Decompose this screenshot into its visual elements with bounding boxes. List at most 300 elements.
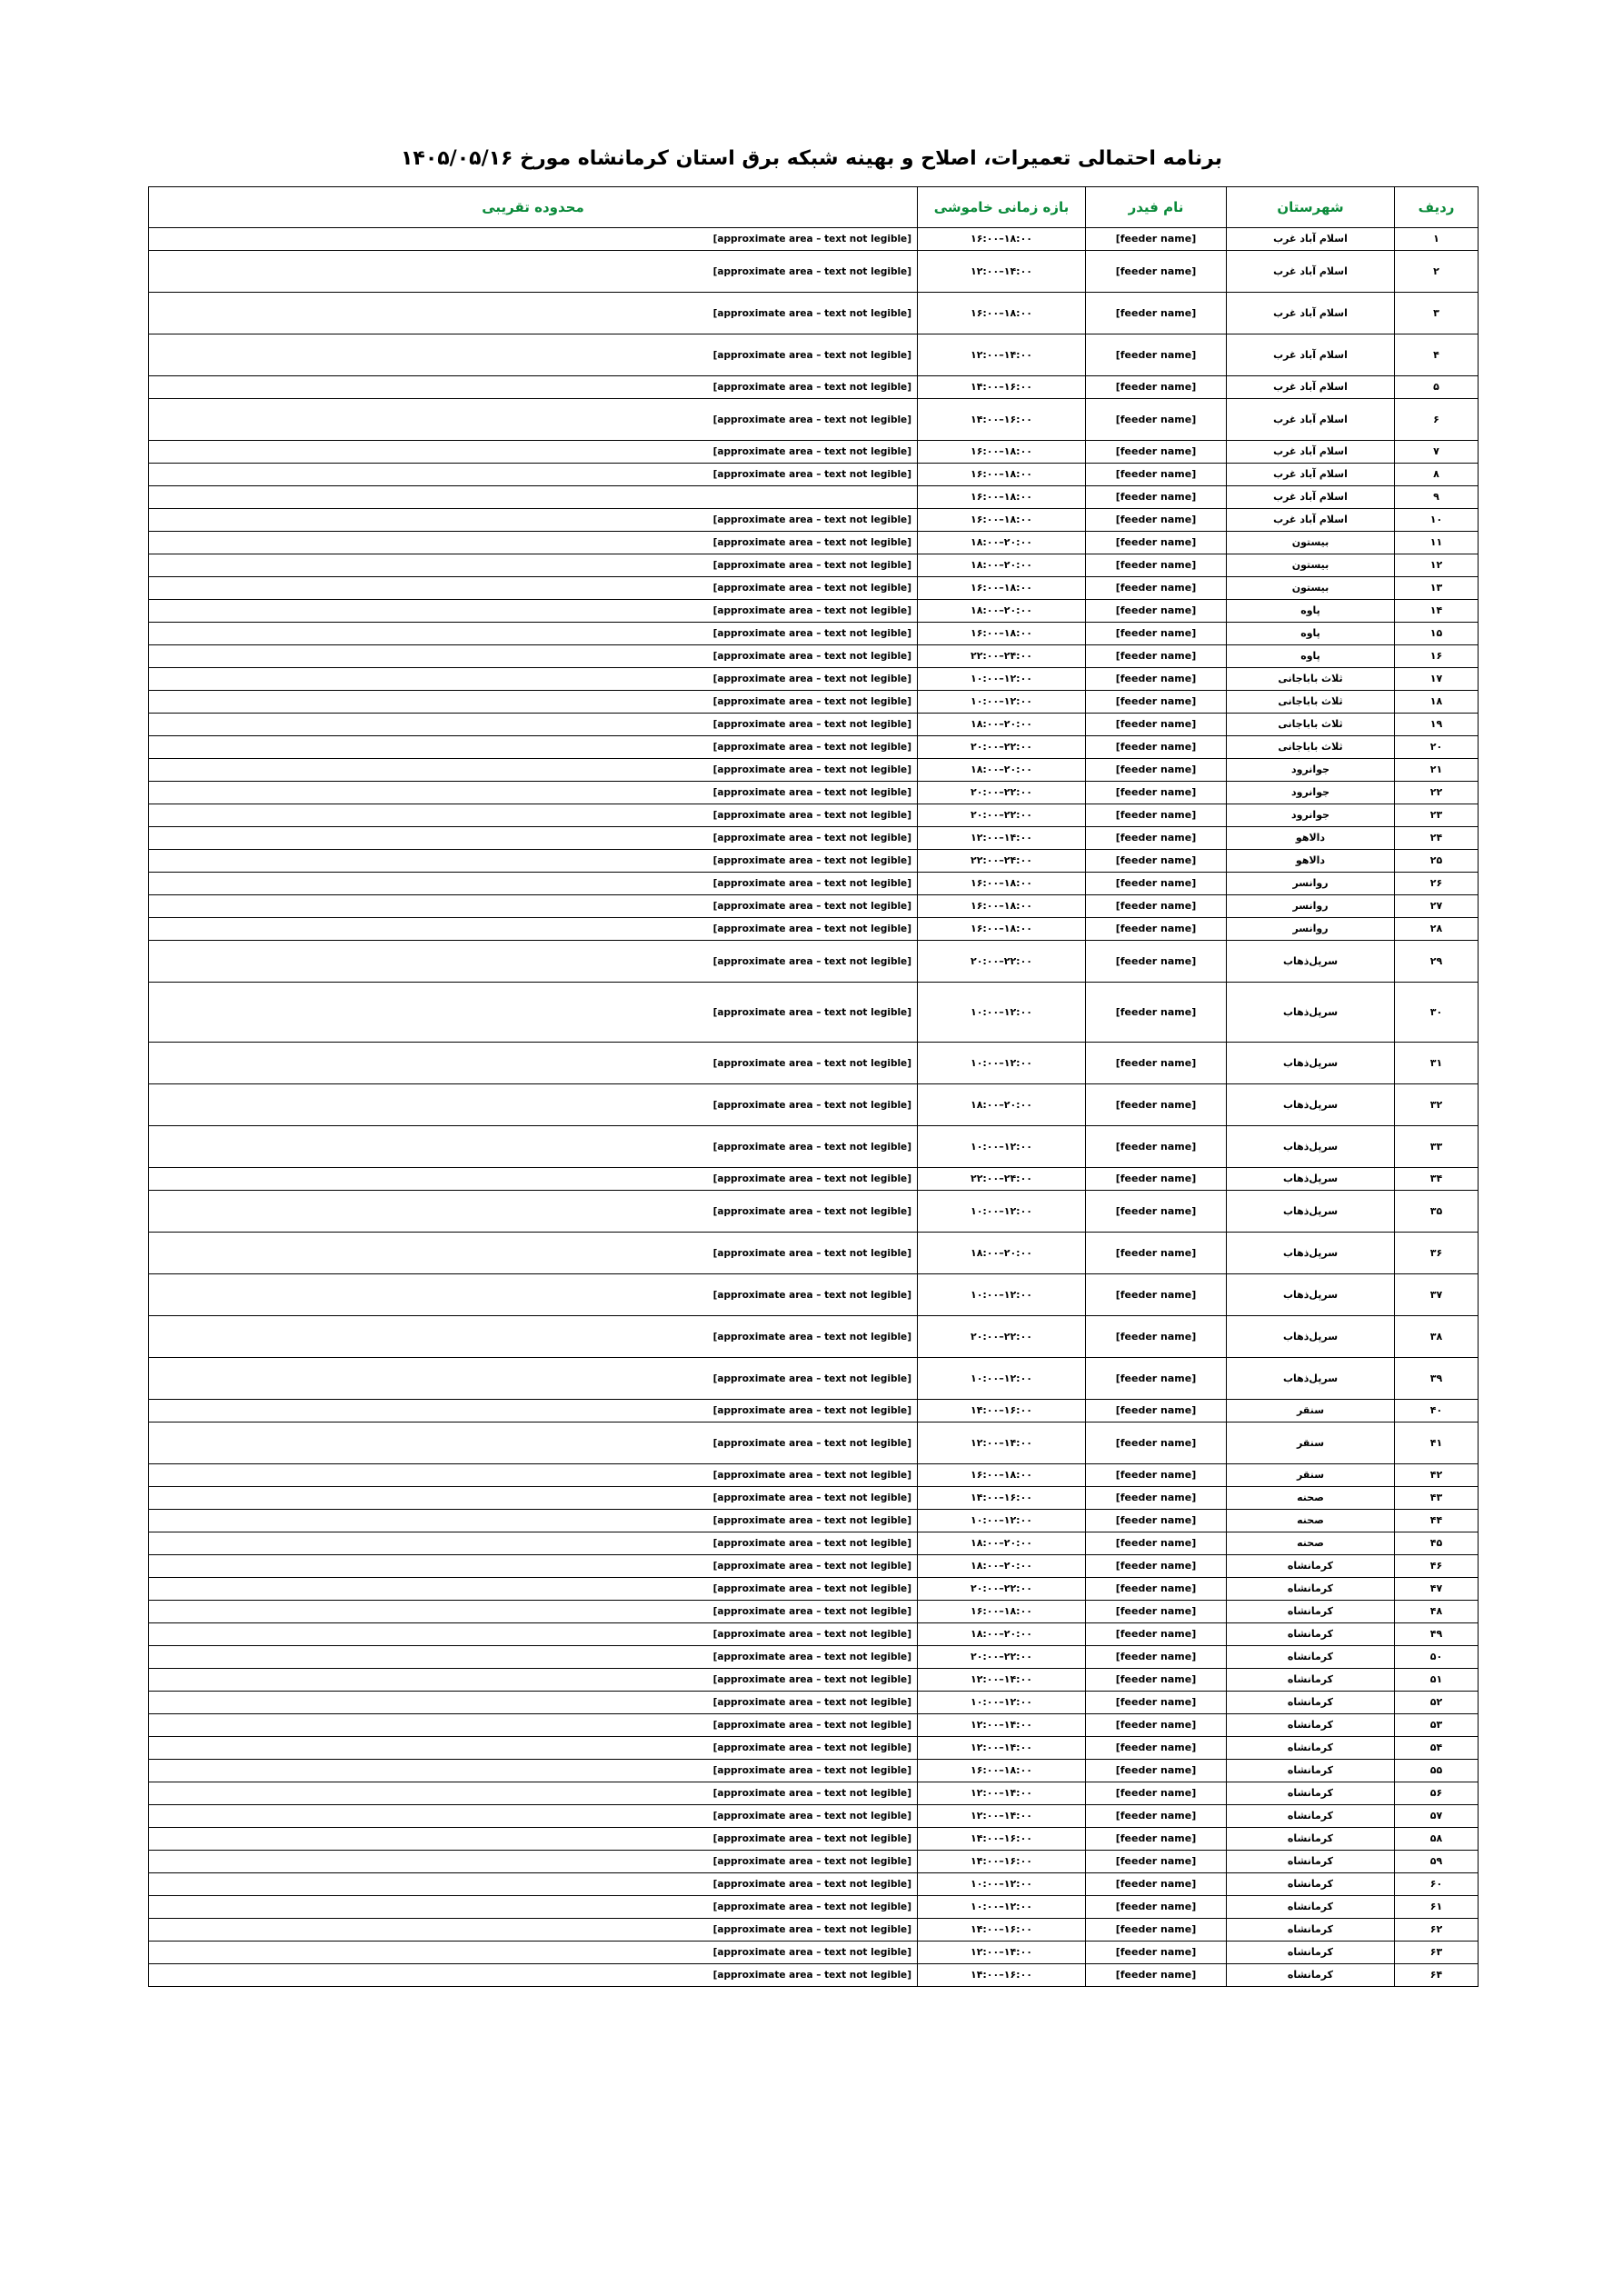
area-cell: [approximate area – text not legible] — [149, 577, 918, 600]
time-cell: ۱۸:۰۰–۲۰:۰۰ — [918, 1532, 1086, 1555]
area-cell: [approximate area – text not legible] — [149, 228, 918, 251]
row-number-cell: ۵۴ — [1395, 1737, 1479, 1760]
feeder-cell: [feeder name] — [1086, 1423, 1227, 1464]
time-cell: ۱۲:۰۰–۱۴:۰۰ — [918, 1669, 1086, 1692]
time-cell: ۱۰:۰۰–۱۲:۰۰ — [918, 1896, 1086, 1919]
county-cell: سرپل‌ذهاب — [1227, 1358, 1395, 1400]
area-cell: [approximate area – text not legible] — [149, 293, 918, 334]
area-cell: [approximate area – text not legible] — [149, 1737, 918, 1760]
time-cell: ۱۸:۰۰–۲۰:۰۰ — [918, 1555, 1086, 1578]
row-number-cell: ۲۸ — [1395, 918, 1479, 941]
table-row — [149, 736, 1479, 759]
feeder-cell: [feeder name] — [1086, 1760, 1227, 1782]
county-cell: پاوه — [1227, 600, 1395, 623]
time-cell: ۱۶:۰۰–۱۸:۰۰ — [918, 509, 1086, 532]
area-cell: [approximate area – text not legible] — [149, 1126, 918, 1168]
area-cell: [approximate area – text not legible] — [149, 1084, 918, 1126]
area-cell: [approximate area – text not legible] — [149, 1942, 918, 1964]
table-row — [149, 1400, 1479, 1423]
area-cell: [approximate area – text not legible] — [149, 623, 918, 645]
area-cell: [approximate area – text not legible] — [149, 895, 918, 918]
row-number-cell: ۵۲ — [1395, 1692, 1479, 1714]
time-cell: ۱۴:۰۰–۱۶:۰۰ — [918, 399, 1086, 441]
time-cell: ۲۰:۰۰–۲۲:۰۰ — [918, 1578, 1086, 1601]
row-number-cell: ۶۱ — [1395, 1896, 1479, 1919]
area-cell: [approximate area – text not legible] — [149, 1555, 918, 1578]
row-number-cell: ۲۲ — [1395, 782, 1479, 804]
row-number-cell: ۵۳ — [1395, 1714, 1479, 1737]
feeder-cell: [feeder name] — [1086, 1464, 1227, 1487]
row-number-cell: ۲ — [1395, 251, 1479, 293]
county-cell: ثلاث باباجانی — [1227, 736, 1395, 759]
feeder-cell: [feeder name] — [1086, 399, 1227, 441]
time-cell: ۱۲:۰۰–۱۴:۰۰ — [918, 1782, 1086, 1805]
feeder-cell: [feeder name] — [1086, 895, 1227, 918]
feeder-cell: [feeder name] — [1086, 1873, 1227, 1896]
table-row — [149, 1964, 1479, 1987]
feeder-cell: [feeder name] — [1086, 1233, 1227, 1274]
row-number-cell: ۱۲ — [1395, 554, 1479, 577]
row-number-cell: ۱۵ — [1395, 623, 1479, 645]
area-cell: [approximate area – text not legible] — [149, 645, 918, 668]
county-cell: پاوه — [1227, 623, 1395, 645]
area-cell — [149, 486, 918, 509]
county-cell: اسلام آباد غرب — [1227, 486, 1395, 509]
row-number-cell: ۴۰ — [1395, 1400, 1479, 1423]
time-cell: ۱۰:۰۰–۱۲:۰۰ — [918, 1358, 1086, 1400]
time-cell: ۱۰:۰۰–۱۲:۰۰ — [918, 1510, 1086, 1532]
time-cell: ۱۶:۰۰–۱۸:۰۰ — [918, 577, 1086, 600]
county-cell: جوانرود — [1227, 759, 1395, 782]
county-cell: اسلام آباد غرب — [1227, 228, 1395, 251]
table-row — [149, 714, 1479, 736]
feeder-cell: [feeder name] — [1086, 759, 1227, 782]
county-cell: جوانرود — [1227, 804, 1395, 827]
feeder-cell: [feeder name] — [1086, 1805, 1227, 1828]
feeder-cell: [feeder name] — [1086, 1601, 1227, 1623]
table-row — [149, 228, 1479, 251]
area-cell: [approximate area – text not legible] — [149, 1316, 918, 1358]
area-cell: [approximate area – text not legible] — [149, 334, 918, 376]
row-number-cell: ۵۰ — [1395, 1646, 1479, 1669]
county-cell: اسلام آباد غرب — [1227, 251, 1395, 293]
table-row — [149, 759, 1479, 782]
row-number-cell: ۳۲ — [1395, 1084, 1479, 1126]
table-row — [149, 293, 1479, 334]
row-number-cell: ۲۰ — [1395, 736, 1479, 759]
row-number-cell: ۲۷ — [1395, 895, 1479, 918]
county-cell: اسلام آباد غرب — [1227, 464, 1395, 486]
table-row — [149, 1316, 1479, 1358]
time-cell: ۱۶:۰۰–۱۸:۰۰ — [918, 895, 1086, 918]
feeder-cell: [feeder name] — [1086, 714, 1227, 736]
table-header-row — [149, 187, 1479, 228]
county-cell: کرمانشاه — [1227, 1737, 1395, 1760]
area-cell: [approximate area – text not legible] — [149, 1782, 918, 1805]
table-row — [149, 1623, 1479, 1646]
feeder-cell: [feeder name] — [1086, 1510, 1227, 1532]
table-row — [149, 486, 1479, 509]
row-number-cell: ۵۹ — [1395, 1851, 1479, 1873]
row-number-cell: ۳۴ — [1395, 1168, 1479, 1191]
county-cell: اسلام آباد غرب — [1227, 293, 1395, 334]
table-row — [149, 1168, 1479, 1191]
table-row — [149, 1464, 1479, 1487]
time-cell: ۱۴:۰۰–۱۶:۰۰ — [918, 1487, 1086, 1510]
feeder-cell: [feeder name] — [1086, 1919, 1227, 1942]
table-row — [149, 918, 1479, 941]
area-cell: [approximate area – text not legible] — [149, 441, 918, 464]
column-header-feeder: نام فیدر — [1086, 187, 1227, 228]
county-cell: ثلاث باباجانی — [1227, 714, 1395, 736]
area-cell: [approximate area – text not legible] — [149, 1578, 918, 1601]
area-cell: [approximate area – text not legible] — [149, 1714, 918, 1737]
time-cell: ۱۲:۰۰–۱۴:۰۰ — [918, 251, 1086, 293]
row-number-cell: ۵۸ — [1395, 1828, 1479, 1851]
table-row — [149, 1578, 1479, 1601]
county-cell: روانسر — [1227, 873, 1395, 895]
table-row — [149, 376, 1479, 399]
table-row — [149, 1760, 1479, 1782]
row-number-cell: ۱۶ — [1395, 645, 1479, 668]
feeder-cell: [feeder name] — [1086, 1400, 1227, 1423]
table-row — [149, 464, 1479, 486]
feeder-cell: [feeder name] — [1086, 918, 1227, 941]
table-row — [149, 827, 1479, 850]
column-header-county: شهرستان — [1227, 187, 1395, 228]
table-row — [149, 554, 1479, 577]
area-cell: [approximate area – text not legible] — [149, 1191, 918, 1233]
county-cell: سرپل‌ذهاب — [1227, 983, 1395, 1043]
area-cell: [approximate area – text not legible] — [149, 691, 918, 714]
table-row — [149, 1805, 1479, 1828]
area-cell: [approximate area – text not legible] — [149, 1532, 918, 1555]
table-row — [149, 983, 1479, 1043]
feeder-cell: [feeder name] — [1086, 804, 1227, 827]
feeder-cell: [feeder name] — [1086, 376, 1227, 399]
time-cell: ۱۸:۰۰–۲۰:۰۰ — [918, 714, 1086, 736]
county-cell: سرپل‌ذهاب — [1227, 941, 1395, 983]
time-cell: ۱۲:۰۰–۱۴:۰۰ — [918, 1942, 1086, 1964]
column-header-area: محدوده تقریبی — [149, 187, 918, 228]
county-cell: کرمانشاه — [1227, 1578, 1395, 1601]
row-number-cell: ۵۱ — [1395, 1669, 1479, 1692]
county-cell: اسلام آباد غرب — [1227, 399, 1395, 441]
feeder-cell: [feeder name] — [1086, 532, 1227, 554]
feeder-cell: [feeder name] — [1086, 1358, 1227, 1400]
county-cell: اسلام آباد غرب — [1227, 376, 1395, 399]
area-cell: [approximate area – text not legible] — [149, 1464, 918, 1487]
time-cell: ۱۶:۰۰–۱۸:۰۰ — [918, 464, 1086, 486]
table-row — [149, 1737, 1479, 1760]
row-number-cell: ۵ — [1395, 376, 1479, 399]
feeder-cell: [feeder name] — [1086, 251, 1227, 293]
area-cell: [approximate area – text not legible] — [149, 600, 918, 623]
feeder-cell: [feeder name] — [1086, 1714, 1227, 1737]
area-cell: [approximate area – text not legible] — [149, 1168, 918, 1191]
table-row — [149, 334, 1479, 376]
time-cell: ۱۶:۰۰–۱۸:۰۰ — [918, 873, 1086, 895]
area-cell: [approximate area – text not legible] — [149, 1400, 918, 1423]
county-cell: دالاهو — [1227, 827, 1395, 850]
time-cell: ۱۸:۰۰–۲۰:۰۰ — [918, 1084, 1086, 1126]
county-cell: کرمانشاه — [1227, 1851, 1395, 1873]
time-cell: ۱۶:۰۰–۱۸:۰۰ — [918, 1760, 1086, 1782]
row-number-cell: ۴۶ — [1395, 1555, 1479, 1578]
table-row — [149, 1782, 1479, 1805]
county-cell: کرمانشاه — [1227, 1919, 1395, 1942]
time-cell: ۱۶:۰۰–۱۸:۰۰ — [918, 1464, 1086, 1487]
table-row — [149, 251, 1479, 293]
feeder-cell: [feeder name] — [1086, 486, 1227, 509]
feeder-cell: [feeder name] — [1086, 1942, 1227, 1964]
feeder-cell: [feeder name] — [1086, 464, 1227, 486]
county-cell: کرمانشاه — [1227, 1669, 1395, 1692]
area-cell: [approximate area – text not legible] — [149, 1919, 918, 1942]
row-number-cell: ۵۷ — [1395, 1805, 1479, 1828]
time-cell: ۲۰:۰۰–۲۲:۰۰ — [918, 736, 1086, 759]
area-cell: [approximate area – text not legible] — [149, 782, 918, 804]
row-number-cell: ۲۶ — [1395, 873, 1479, 895]
county-cell: کرمانشاه — [1227, 1805, 1395, 1828]
table-row — [149, 873, 1479, 895]
row-number-cell: ۵۵ — [1395, 1760, 1479, 1782]
feeder-cell: [feeder name] — [1086, 1316, 1227, 1358]
county-cell: دالاهو — [1227, 850, 1395, 873]
table-row — [149, 1601, 1479, 1623]
document-title: برنامه احتمالی تعمیرات، اصلاح و بهینه شبکه برق استان کرمانشاه مورخ ۱۴۰۵/۰۵/۱۶ — [400, 147, 1223, 170]
time-cell: ۱۶:۰۰–۱۸:۰۰ — [918, 918, 1086, 941]
feeder-cell: [feeder name] — [1086, 1623, 1227, 1646]
row-number-cell: ۳ — [1395, 293, 1479, 334]
row-number-cell: ۲۳ — [1395, 804, 1479, 827]
feeder-cell: [feeder name] — [1086, 983, 1227, 1043]
table-row — [149, 532, 1479, 554]
table-row — [149, 941, 1479, 983]
area-cell: [approximate area – text not legible] — [149, 918, 918, 941]
feeder-cell: [feeder name] — [1086, 1737, 1227, 1760]
time-cell: ۱۴:۰۰–۱۶:۰۰ — [918, 1919, 1086, 1942]
feeder-cell: [feeder name] — [1086, 1555, 1227, 1578]
area-cell: [approximate area – text not legible] — [149, 509, 918, 532]
area-cell: [approximate area – text not legible] — [149, 1692, 918, 1714]
feeder-cell: [feeder name] — [1086, 941, 1227, 983]
table-row — [149, 1423, 1479, 1464]
table-row — [149, 1942, 1479, 1964]
county-cell: کرمانشاه — [1227, 1623, 1395, 1646]
table-row — [149, 645, 1479, 668]
area-cell: [approximate area – text not legible] — [149, 1669, 918, 1692]
area-cell: [approximate area – text not legible] — [149, 399, 918, 441]
row-number-cell: ۳۶ — [1395, 1233, 1479, 1274]
area-cell: [approximate area – text not legible] — [149, 1964, 918, 1987]
time-cell: ۱۲:۰۰–۱۴:۰۰ — [918, 1423, 1086, 1464]
table-row — [149, 895, 1479, 918]
row-number-cell: ۱۸ — [1395, 691, 1479, 714]
table-row — [149, 1555, 1479, 1578]
row-number-cell: ۴۴ — [1395, 1510, 1479, 1532]
row-number-cell: ۳۱ — [1395, 1043, 1479, 1084]
feeder-cell: [feeder name] — [1086, 554, 1227, 577]
time-cell: ۱۸:۰۰–۲۰:۰۰ — [918, 532, 1086, 554]
area-cell: [approximate area – text not legible] — [149, 759, 918, 782]
time-cell: ۱۲:۰۰–۱۴:۰۰ — [918, 1714, 1086, 1737]
feeder-cell: [feeder name] — [1086, 1191, 1227, 1233]
area-cell: [approximate area – text not legible] — [149, 1510, 918, 1532]
time-cell: ۱۰:۰۰–۱۲:۰۰ — [918, 691, 1086, 714]
table-row — [149, 577, 1479, 600]
county-cell: سرپل‌ذهاب — [1227, 1084, 1395, 1126]
county-cell: کرمانشاه — [1227, 1942, 1395, 1964]
row-number-cell: ۴۸ — [1395, 1601, 1479, 1623]
row-number-cell: ۵۶ — [1395, 1782, 1479, 1805]
county-cell: بیستون — [1227, 532, 1395, 554]
feeder-cell: [feeder name] — [1086, 623, 1227, 645]
row-number-cell: ۳۹ — [1395, 1358, 1479, 1400]
time-cell: ۱۸:۰۰–۲۰:۰۰ — [918, 1233, 1086, 1274]
county-cell: سرپل‌ذهاب — [1227, 1168, 1395, 1191]
time-cell: ۱۲:۰۰–۱۴:۰۰ — [918, 1737, 1086, 1760]
row-number-cell: ۱۴ — [1395, 600, 1479, 623]
table-row — [149, 441, 1479, 464]
time-cell: ۲۲:۰۰–۲۴:۰۰ — [918, 645, 1086, 668]
table-row — [149, 1919, 1479, 1942]
table-row — [149, 1191, 1479, 1233]
feeder-cell: [feeder name] — [1086, 1782, 1227, 1805]
row-number-cell: ۶۴ — [1395, 1964, 1479, 1987]
table-row — [149, 1714, 1479, 1737]
table-row — [149, 691, 1479, 714]
area-cell: [approximate area – text not legible] — [149, 376, 918, 399]
feeder-cell: [feeder name] — [1086, 293, 1227, 334]
county-cell: کرمانشاه — [1227, 1601, 1395, 1623]
time-cell: ۱۴:۰۰–۱۶:۰۰ — [918, 1964, 1086, 1987]
table-row — [149, 1692, 1479, 1714]
table-row — [149, 1126, 1479, 1168]
county-cell: سرپل‌ذهاب — [1227, 1233, 1395, 1274]
area-cell: [approximate area – text not legible] — [149, 1358, 918, 1400]
area-cell: [approximate area – text not legible] — [149, 1274, 918, 1316]
time-cell: ۲۰:۰۰–۲۲:۰۰ — [918, 782, 1086, 804]
column-header-outage-time: بازه زمانی خاموشی — [918, 187, 1086, 228]
county-cell: سرپل‌ذهاب — [1227, 1191, 1395, 1233]
feeder-cell: [feeder name] — [1086, 1043, 1227, 1084]
time-cell: ۱۰:۰۰–۱۲:۰۰ — [918, 983, 1086, 1043]
county-cell: کرمانشاه — [1227, 1555, 1395, 1578]
area-cell: [approximate area – text not legible] — [149, 1896, 918, 1919]
feeder-cell: [feeder name] — [1086, 600, 1227, 623]
area-cell: [approximate area – text not legible] — [149, 1601, 918, 1623]
area-cell: [approximate area – text not legible] — [149, 1043, 918, 1084]
row-number-cell: ۱۷ — [1395, 668, 1479, 691]
feeder-cell: [feeder name] — [1086, 1851, 1227, 1873]
county-cell: ثلاث باباجانی — [1227, 668, 1395, 691]
area-cell: [approximate area – text not legible] — [149, 251, 918, 293]
area-cell: [approximate area – text not legible] — [149, 1646, 918, 1669]
time-cell: ۱۶:۰۰–۱۸:۰۰ — [918, 293, 1086, 334]
row-number-cell: ۱۰ — [1395, 509, 1479, 532]
feeder-cell: [feeder name] — [1086, 736, 1227, 759]
row-number-cell: ۲۹ — [1395, 941, 1479, 983]
feeder-cell: [feeder name] — [1086, 1828, 1227, 1851]
feeder-cell: [feeder name] — [1086, 1646, 1227, 1669]
row-number-cell: ۹ — [1395, 486, 1479, 509]
county-cell: کرمانشاه — [1227, 1964, 1395, 1987]
time-cell: ۲۲:۰۰–۲۴:۰۰ — [918, 850, 1086, 873]
row-number-cell: ۱۱ — [1395, 532, 1479, 554]
feeder-cell: [feeder name] — [1086, 1578, 1227, 1601]
table-row — [149, 1646, 1479, 1669]
feeder-cell: [feeder name] — [1086, 1964, 1227, 1987]
time-cell: ۲۰:۰۰–۲۲:۰۰ — [918, 941, 1086, 983]
row-number-cell: ۴۷ — [1395, 1578, 1479, 1601]
time-cell: ۱۲:۰۰–۱۴:۰۰ — [918, 827, 1086, 850]
table-row — [149, 668, 1479, 691]
time-cell: ۲۰:۰۰–۲۲:۰۰ — [918, 804, 1086, 827]
time-cell: ۱۶:۰۰–۱۸:۰۰ — [918, 623, 1086, 645]
county-cell: سرپل‌ذهاب — [1227, 1126, 1395, 1168]
county-cell: کرمانشاه — [1227, 1873, 1395, 1896]
county-cell: سرپل‌ذهاب — [1227, 1274, 1395, 1316]
area-cell: [approximate area – text not legible] — [149, 1828, 918, 1851]
time-cell: ۱۴:۰۰–۱۶:۰۰ — [918, 1828, 1086, 1851]
area-cell: [approximate area – text not legible] — [149, 804, 918, 827]
row-number-cell: ۳۳ — [1395, 1126, 1479, 1168]
table-row — [149, 1358, 1479, 1400]
table-row — [149, 782, 1479, 804]
time-cell: ۱۴:۰۰–۱۶:۰۰ — [918, 1400, 1086, 1423]
row-number-cell: ۴ — [1395, 334, 1479, 376]
area-cell: [approximate area – text not legible] — [149, 1233, 918, 1274]
county-cell: اسلام آباد غرب — [1227, 441, 1395, 464]
feeder-cell: [feeder name] — [1086, 509, 1227, 532]
feeder-cell: [feeder name] — [1086, 827, 1227, 850]
time-cell: ۱۲:۰۰–۱۴:۰۰ — [918, 334, 1086, 376]
time-cell: ۱۰:۰۰–۱۲:۰۰ — [918, 1191, 1086, 1233]
feeder-cell: [feeder name] — [1086, 1692, 1227, 1714]
feeder-cell: [feeder name] — [1086, 1084, 1227, 1126]
row-number-cell: ۴۳ — [1395, 1487, 1479, 1510]
area-cell: [approximate area – text not legible] — [149, 1873, 918, 1896]
area-cell: [approximate area – text not legible] — [149, 714, 918, 736]
table-row — [149, 1274, 1479, 1316]
outage-schedule-table — [148, 186, 1479, 1987]
time-cell: ۱۸:۰۰–۲۰:۰۰ — [918, 1623, 1086, 1646]
time-cell: ۲۰:۰۰–۲۲:۰۰ — [918, 1316, 1086, 1358]
row-number-cell: ۱ — [1395, 228, 1479, 251]
area-cell: [approximate area – text not legible] — [149, 1760, 918, 1782]
row-number-cell: ۲۵ — [1395, 850, 1479, 873]
county-cell: کرمانشاه — [1227, 1828, 1395, 1851]
row-number-cell: ۴۲ — [1395, 1464, 1479, 1487]
row-number-cell: ۲۱ — [1395, 759, 1479, 782]
time-cell: ۱۰:۰۰–۱۲:۰۰ — [918, 1274, 1086, 1316]
table-row — [149, 1084, 1479, 1126]
area-cell: [approximate area – text not legible] — [149, 941, 918, 983]
time-cell: ۱۶:۰۰–۱۸:۰۰ — [918, 441, 1086, 464]
table-row — [149, 1487, 1479, 1510]
area-cell: [approximate area – text not legible] — [149, 464, 918, 486]
area-cell: [approximate area – text not legible] — [149, 873, 918, 895]
row-number-cell: ۱۹ — [1395, 714, 1479, 736]
table-row — [149, 623, 1479, 645]
feeder-cell: [feeder name] — [1086, 782, 1227, 804]
table-row — [149, 399, 1479, 441]
time-cell: ۲۲:۰۰–۲۴:۰۰ — [918, 1168, 1086, 1191]
feeder-cell: [feeder name] — [1086, 850, 1227, 873]
row-number-cell: ۲۴ — [1395, 827, 1479, 850]
feeder-cell: [feeder name] — [1086, 668, 1227, 691]
